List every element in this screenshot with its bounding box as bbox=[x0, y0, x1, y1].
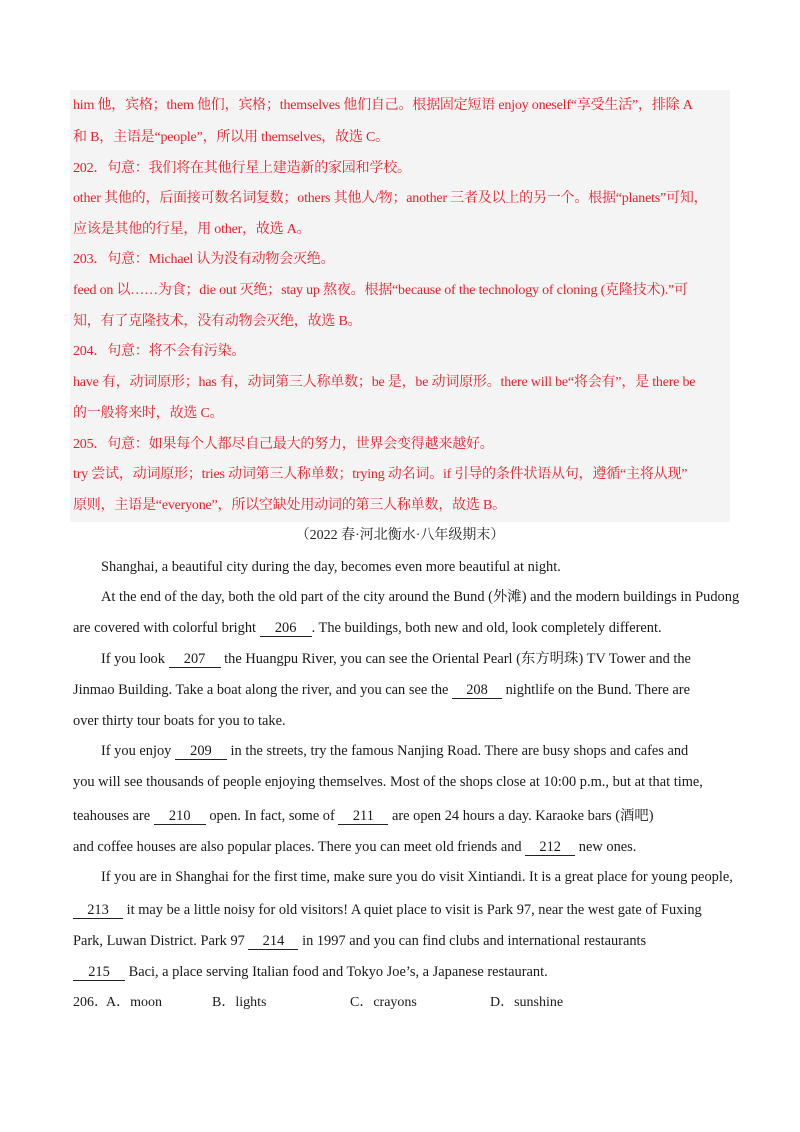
passage-text: . The buildings, both new and old, look completely different. bbox=[311, 620, 662, 636]
explanation-line: have 有，动词原形；has 有，动词第三人称单数；be 是，be 动词原形。there will be“将会有”，是 there be bbox=[73, 375, 696, 390]
explanation-line: 204．句意：将不会有污染。 bbox=[73, 344, 246, 359]
explanation-line: 原则，主语是“everyone”，所以空缺处用动词的第三人称单数，故选 B。 bbox=[73, 498, 506, 513]
passage-text: in 1997 and you can find clubs and international restaurants bbox=[298, 933, 647, 949]
explanation-line: 的一般将来时，故选 C。 bbox=[73, 406, 224, 421]
passage-text: are open 24 hours a day. Karaoke bars (酒吧) bbox=[388, 808, 654, 824]
passage-line bbox=[73, 962, 548, 982]
answer-explanation-block bbox=[70, 90, 730, 522]
passage-text: the Huangpu River, you can see the Oriental Pearl (东方明珠) TV Tower and the bbox=[220, 651, 691, 667]
passage-text: open. In fact, some of bbox=[205, 808, 339, 824]
passage-line bbox=[73, 837, 636, 857]
passage-text: Shanghai, a beautiful city during the day, becomes even more beautiful at night. bbox=[101, 559, 561, 575]
passage-text: If you look bbox=[101, 651, 169, 667]
passage-line bbox=[73, 680, 690, 700]
explanation-line: him 他，宾格；them 他们，宾格；themselves 他们自己。根据固定短语 enjoy oneself“享受生活”，排除 A bbox=[73, 98, 693, 113]
blank-214[interactable]: 214 bbox=[248, 933, 298, 950]
explanation-line: 202．句意：我们将在其他行星上建造新的家园和学校。 bbox=[73, 161, 411, 176]
passage-line bbox=[73, 931, 646, 951]
passage-text: and coffee houses are also popular places. There you can meet old friends and bbox=[73, 839, 526, 855]
passage-text: in the streets, try the famous Nanjing Road. There are busy shops and cafes and bbox=[226, 743, 689, 759]
passage-line bbox=[73, 806, 654, 826]
blank-213[interactable]: 213 bbox=[73, 902, 123, 919]
explanation-line: other 其他的，后面接可数名词复数；others 其他人/物；another 三者及以上的另一个。根据“planets”可知， bbox=[73, 191, 708, 206]
blank-211[interactable]: 211 bbox=[338, 808, 388, 825]
blank-207[interactable]: 207 bbox=[169, 651, 221, 668]
explanation-line: 和 B，主语是“people”，所以用 themselves，故选 C。 bbox=[73, 130, 389, 145]
passage-text: you will see thousands of people enjoying themselves. Most of the shops close at 10:00 p.m., but at that time, bbox=[73, 774, 703, 790]
passage-line bbox=[73, 618, 662, 638]
blank-208[interactable]: 208 bbox=[452, 682, 502, 699]
explanation-line: 知，有了克隆技术，没有动物会灭绝，故选 B。 bbox=[73, 314, 362, 329]
blank-215[interactable]: 215 bbox=[73, 964, 125, 981]
passage-text: Baci, a place serving Italian food and Tokyo Joe’s, a Japanese restaurant. bbox=[125, 964, 548, 980]
explanation-line: feed on 以……为食；die out 灭绝；stay up 熬夜。根据“because of the technology of cloning (克隆技术).”可 bbox=[73, 283, 688, 298]
passage-line bbox=[73, 711, 286, 731]
passage-text: At the end of the day, both the old part of the city around the Bund (外滩) and the modern buildings in Pudong bbox=[101, 589, 740, 605]
blank-212[interactable]: 212 bbox=[525, 839, 575, 856]
option-b[interactable]: B．lights bbox=[212, 995, 267, 1010]
passage-text: nightlife on the Bund. There are bbox=[502, 682, 690, 698]
passage-text: Park, Luwan District. Park 97 bbox=[73, 933, 249, 949]
question-number: 206． bbox=[73, 995, 108, 1010]
passage-line bbox=[73, 772, 703, 792]
blank-210[interactable]: 210 bbox=[154, 808, 206, 825]
passage-text: If you enjoy bbox=[101, 743, 175, 759]
passage-text: it may be a little noisy for old visitors! A quiet place to visit is Park 97, near the west gate of Fuxing bbox=[123, 902, 702, 918]
passage-text: teahouses are bbox=[73, 808, 154, 824]
passage-line bbox=[101, 867, 733, 887]
passage-line bbox=[101, 649, 691, 669]
option-a[interactable]: A．moon bbox=[106, 995, 162, 1010]
explanation-line: 应该是其他的行星，用 other，故选 A。 bbox=[73, 222, 311, 237]
passage-text: If you are in Shanghai for the first time, make sure you do visit Xintiandi. It is a great place for young people, bbox=[101, 869, 733, 885]
passage-text: over thirty tour boats for you to take. bbox=[73, 713, 286, 729]
option-d[interactable]: D．sunshine bbox=[490, 995, 564, 1010]
passage-line bbox=[101, 587, 739, 607]
explanation-line: try 尝试，动词原形；tries 动词第三人称单数；trying 动名词。if 引导的条件状语从句，遵循“主将从现” bbox=[73, 467, 688, 482]
passage-text: Jinmao Building. Take a boat along the river, and you can see the bbox=[73, 682, 452, 698]
explanation-line: 205．句意：如果每个人都尽自己最大的努力，世界会变得越来越好。 bbox=[73, 437, 494, 452]
explanation-line: 203．句意：Michael 认为没有动物会灭绝。 bbox=[73, 252, 335, 267]
option-c[interactable]: C．crayons bbox=[350, 995, 417, 1010]
blank-206[interactable]: 206 bbox=[260, 620, 312, 637]
passage-line bbox=[101, 557, 561, 577]
passage-line bbox=[73, 900, 702, 920]
source-label: （2022 春·河北衡水·八年级期末） bbox=[295, 528, 505, 543]
passage-text: new ones. bbox=[575, 839, 637, 855]
blank-209[interactable]: 209 bbox=[175, 743, 227, 760]
passage-text: are covered with colorful bright bbox=[73, 620, 260, 636]
passage-line bbox=[101, 741, 688, 761]
